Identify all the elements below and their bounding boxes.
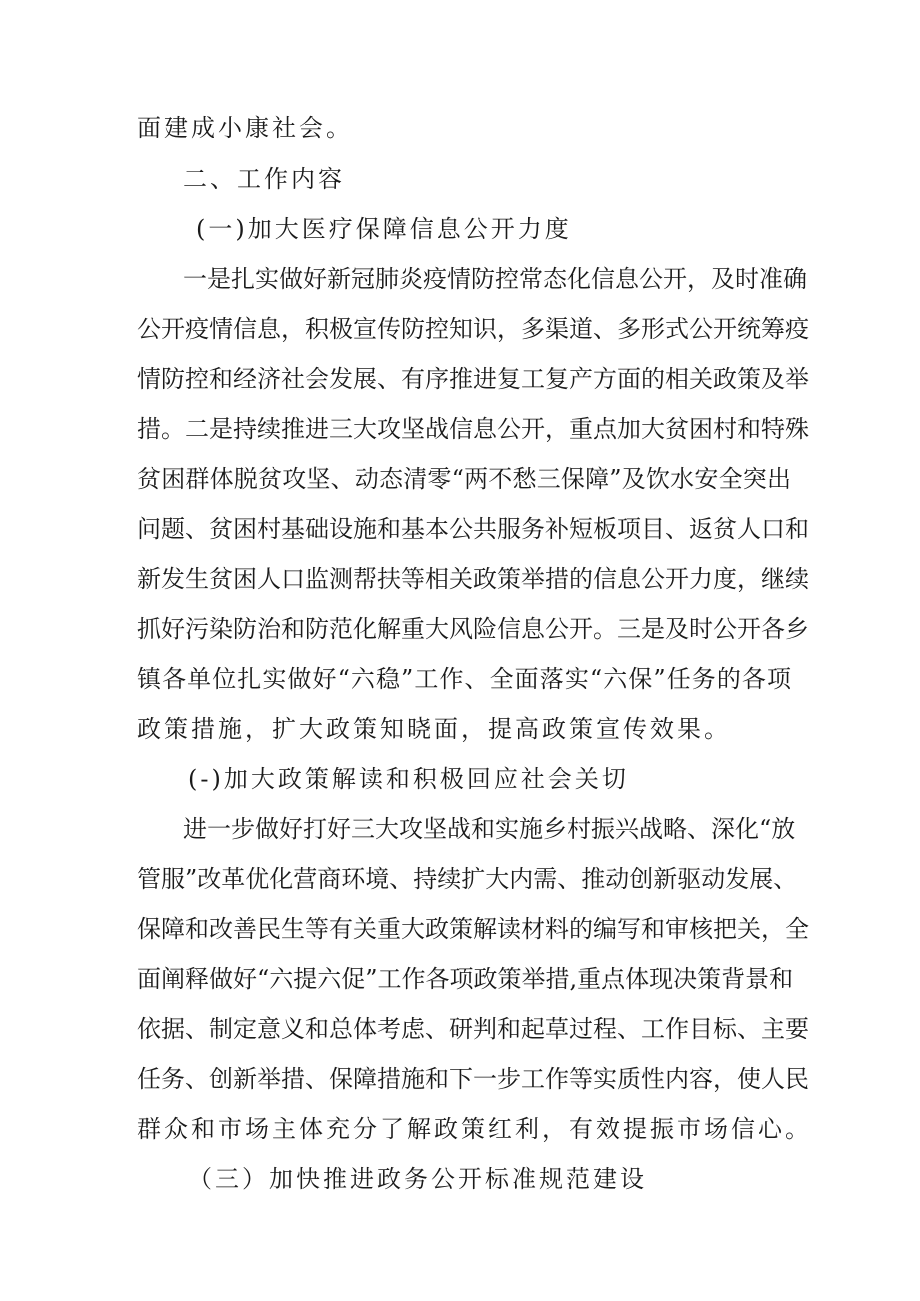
- paragraph-line: 保障和改善民生等有关重大政策解读材料的编写和审核把关，全: [137, 915, 809, 943]
- subsection-heading-2: (-)加大政策解读和积极回应社会关切: [188, 765, 629, 793]
- paragraph-last-line: 群众和市场主体充分了解政策红利，有效提振市场信心。: [137, 1115, 812, 1143]
- paragraph-line: 面阐释做好“六提六促”工作各项政策举措,重点体现决策背景和: [137, 965, 794, 993]
- paragraph-line: 镇各单位扎实做好“六稳”工作、全面落实“六保”任务的各项: [137, 665, 791, 693]
- paragraph-line: 依据、制定意义和总体考虑、研判和起草过程、工作目标、主要: [137, 1015, 809, 1043]
- subsection-heading-3: （三）加快推进政务公开标准规范建设: [188, 1165, 647, 1193]
- paragraph-line: 抓好污染防治和防范化解重大风险信息公开。三是及时公开各乡: [137, 615, 809, 643]
- paragraph-line: 公开疫情信息，积极宣传防控知识，多渠道、多形式公开统筹疫: [137, 315, 809, 343]
- paragraph-line: 新发生贫困人口监测帮扶等相关政策举措的信息公开力度，继续: [137, 565, 809, 593]
- subsection-heading-1: (一)加大医疗保障信息公开力度: [196, 215, 572, 243]
- paragraph-line: 进一步做好打好三大攻坚战和实施乡村振兴战略、深化“放: [183, 815, 796, 843]
- paragraph-line: 一是扎实做好新冠肺炎疫情防控常态化信息公开，及时准确: [183, 265, 807, 293]
- paragraph-continuation-line: 面建成小康社会。: [137, 114, 353, 142]
- paragraph-line: 管服”改革优化营商环境、持续扩大内需、推动创新驱动发展、: [137, 865, 798, 893]
- paragraph-last-line: 政策措施，扩大政策知晓面，提高政策宣传效果。: [137, 715, 731, 743]
- paragraph-line: 任务、创新举措、保障措施和下一步工作等实质性内容，使人民: [137, 1065, 809, 1093]
- paragraph-line: 贫困群体脱贫攻坚、动态清零“两不愁三保障”及饮水安全突出: [137, 465, 791, 493]
- paragraph-line: 问题、贫困村基础设施和基本公共服务补短板项目、返贫人口和: [137, 515, 809, 543]
- paragraph-line: 措。二是持续推进三大攻坚战信息公开，重点加大贫困村和特殊: [137, 415, 809, 443]
- paragraph-line: 情防控和经济社会发展、有序推进复工复产方面的相关政策及举: [137, 365, 809, 393]
- section-heading-work-content: 二、工作内容: [183, 165, 345, 193]
